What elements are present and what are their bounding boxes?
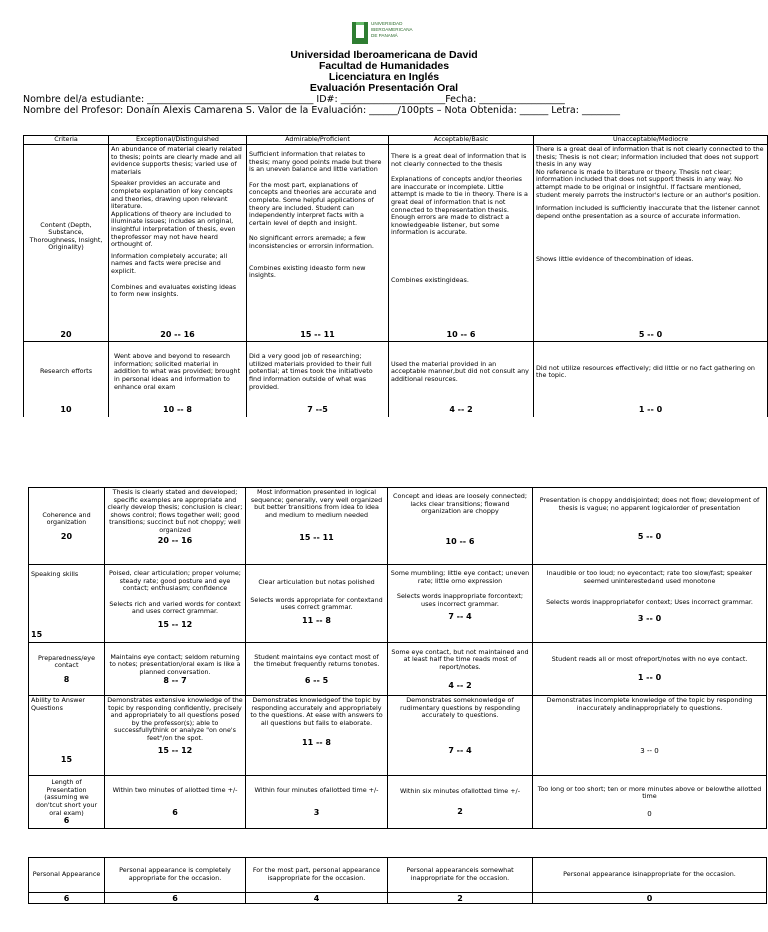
research-score-admirable: 7 --5: [247, 403, 389, 417]
criteria-questions: Ability to Answer Questions 15: [29, 696, 105, 776]
appearance-exceptional: Personal appearance is completely appropriate for the occasion.: [105, 858, 246, 893]
appearance-score-admirable: 4: [246, 893, 388, 904]
coherence-row: [29, 488, 767, 565]
speaking-row: [29, 565, 767, 643]
university-logo: [350, 20, 420, 46]
questions-row: [29, 696, 767, 776]
content-score-unacceptable: 5 -- 0: [534, 329, 768, 342]
research-row: [24, 342, 768, 403]
col-header-exceptional: Exceptional/Distinguished: [109, 136, 247, 145]
col-header-criteria: Criteria: [24, 136, 109, 145]
preparedness-row: [29, 643, 767, 696]
criteria-content: Content (Depth, Substance, Thoroughness, Insight, Originality): [24, 145, 109, 329]
criteria-research: Research efforts: [24, 342, 109, 403]
rubric-table-skills: [28, 487, 767, 829]
length-row: [29, 776, 767, 829]
appearance-score-unacceptable: 0: [533, 893, 767, 904]
content-exceptional: An abundance of material clearly related to thesis; points are clearly made and all evidence supports thesis; varied use of materials Speaker provides an accurate and complete explanation of key concepts and theories, drawing upon relevant literature. Applications of theory are included to illuminate issues; includes an original, insightful interpretation of thesis, even theprofessor may not have heard orthought of. Information completely accurate; all names and facts were precise and explicit. Combines and evaluates existing ideas to form new insights.: [109, 145, 247, 329]
research-acceptable: Used the material provided in an acceptable manner,but did not consult any additional resources.: [389, 342, 534, 403]
content-score-row: [24, 329, 768, 342]
appearance-score-acceptable: 2: [388, 893, 533, 904]
research-score-acceptable: 4 -- 2: [389, 403, 534, 417]
criteria-preparedness: Preparedness/eye contact 8: [29, 643, 105, 696]
rubric-table-content: [23, 135, 768, 417]
logo-mark-icon: [350, 20, 370, 46]
speaking-unacceptable: Inaudible or too loud; no eyecontact; rate too slow/fast; speaker seemed uninterestedand used monotone Selects words inappropriatefor context; Uses incorrect grammar. 3 -- 0: [533, 565, 767, 643]
criteria-speaking: Speaking skills 15: [29, 565, 105, 643]
research-score-exceptional: 10 -- 8: [109, 403, 247, 417]
professor-info-line: Nombre del Profesor: Donaín Alexis Camarena S. Valor de la Evaluación: ______/100pts – Nota Obtenida: ______ Letra: ________: [23, 105, 620, 116]
content-admirable: Sufficient information that relates to thesis; many good points made but there is an uneven balance and little variation For the most part, explanations of concepts and theories are accurate and complete. Some helpful applications of theory are included. Student can independently interpret facts with a certain level of depth and insight. No significant errors aremade; a few inconsistencies or errorsin information. Combines existing ideasto form new insights.: [247, 145, 389, 329]
preparedness-admirable: Student maintains eye contact most of the timebut frequently returns tonotes. 6 -- 5: [246, 643, 388, 696]
faculty-title: Facultad de Humanidades: [318, 60, 450, 72]
appearance-points: 6: [29, 893, 105, 904]
research-score-row: [24, 403, 768, 417]
criteria-length: Length of Presentation (assuming we don'tcut short your oral exam) 6: [29, 776, 105, 829]
rubric-table-appearance: [28, 857, 767, 904]
coherence-unacceptable: Presentation is choppy anddisjointed; does not flow; development of thesis is vague; no apparent logicalorder of presentation 5 -- 0: [533, 488, 767, 565]
col-header-admirable: Admirable/Proficient: [247, 136, 389, 145]
col-header-unacceptable: Unacceptable/Mediocre: [534, 136, 768, 145]
evaluation-title: Evaluación Presentación Oral: [309, 82, 459, 94]
degree-title: Licenciatura en Inglés: [328, 71, 440, 83]
coherence-acceptable: Concept and ideas are loosely connected; lacks clear transitions; flowand organization are choppy 10 -- 6: [388, 488, 533, 565]
research-score-unacceptable: 1 -- 0: [534, 403, 768, 417]
preparedness-acceptable: Some eye contact, but not maintained and at least half the time reads most of report/notes. 4 -- 2: [388, 643, 533, 696]
length-acceptable: Within six minutes ofallotted time +/- 2: [388, 776, 533, 829]
logo-text: UNIVERSIDAD IBEROAMERICANA DE PANAMÁ: [371, 21, 413, 38]
length-admirable: Within four minutes ofallotted time +/- 3: [246, 776, 388, 829]
coherence-exceptional: Thesis is clearly stated and developed; specific examples are appropriate and clearly develop thesis; conclusion is clear; shows control; flows together well; good transitions; succinct but not choppy; well organized 20 -- 16: [105, 488, 246, 565]
research-unacceptable: Did not utilize resources effectively; did little or no fact gathering on the topic.: [534, 342, 768, 403]
university-title: Universidad Iberoamericana de David: [290, 49, 478, 61]
content-score-exceptional: 20 -- 16: [109, 329, 247, 342]
col-header-acceptable: Acceptable/Basic: [389, 136, 534, 145]
content-score-admirable: 15 -- 11: [247, 329, 389, 342]
speaking-admirable: Clear articulation but notas polished Selects words appropriate for contextand uses correct grammar. 11 -- 8: [246, 565, 388, 643]
appearance-acceptable: Personal appearanceis somewhat inappropriate for the occasion.: [388, 858, 533, 893]
questions-exceptional: Demonstrates extensive knowledge of the topic by responding confidently, precisely and appropriately to all questions posed by the professor(s); able to successfullythink or analyze "on one's feet"/on the spot. 15 -- 12: [105, 696, 246, 776]
content-row: [24, 145, 768, 329]
criteria-coherence: Coherence and organization 20: [29, 488, 105, 565]
length-unacceptable: Too long or too short; ten or more minutes above or belowthe allotted time 0: [533, 776, 767, 829]
speaking-exceptional: Poised, clear articulation; proper volume; steady rate; good posture and eye contact; enthusiasm; confidence Selects rich and varied words for context and uses correct grammar. 15 -- 12: [105, 565, 246, 643]
length-exceptional: Within two minutes of allotted time +/- 6: [105, 776, 246, 829]
preparedness-unacceptable: Student reads all or most ofreport/notes with no eye contact. 1 -- 0: [533, 643, 767, 696]
appearance-unacceptable: Personal appearance isinappropriate for the occasion.: [533, 858, 767, 893]
content-unacceptable: There is a great deal of information that is not clearly connected to the thesis; Thesis is not clear; information included that does not support thesis in any way No reference is made to literature or theory. Thesis not clear; information included that does not support thesis in any way. No attempt made to be original or insightful. If factsare mentioned, student merely parrots the instructor's lecture or an author's position. Information included is sufficiently inaccurate that the listener cannot depend onthe presentation as a source of accurate information. Shows little evidence of thecombination of ideas.: [534, 145, 768, 329]
appearance-row: [29, 858, 767, 893]
research-points: 10: [24, 403, 109, 417]
content-score-acceptable: 10 -- 6: [389, 329, 534, 342]
research-admirable: Did a very good job of researching; utilized materials provided to their full potential; at times took the initiativeto find information outside of what was provided.: [247, 342, 389, 403]
research-exceptional: Went above and beyond to research information; solicited material in addition to what was provided; brought in personal ideas and information to enhance oral exam: [109, 342, 247, 403]
questions-unacceptable: Demonstrates incomplete knowledge of the topic by responding inaccurately andinappropriately to questions. 3 -- 0: [533, 696, 767, 776]
appearance-score-exceptional: 6: [105, 893, 246, 904]
appearance-admirable: For the most part, personal appearance isappropriate for the occasion.: [246, 858, 388, 893]
preparedness-exceptional: Maintains eye contact; seldom returning to notes; presentation/oral exam is like a planned conversation. 8 -- 7: [105, 643, 246, 696]
student-info-line: Nombre del/a estudiante: ___________________________________ ID#: ______________________Fecha: __________________: [23, 94, 565, 105]
criteria-appearance: Personal Appearance: [29, 858, 105, 893]
content-acceptable: There is a great deal of information that is not clearly connected to the thesis Explanations of concepts and/or theories are inaccurate or incomplete. Little attempt is made to tie in theory. There is a great deal of information that is not connected to thepresentation thesis. Enough errors are made to distract a knowledgeable listener, but some information is accurate. Combines existingideas.: [389, 145, 534, 329]
content-points: 20: [24, 329, 109, 342]
speaking-acceptable: Some mumbling; little eye contact; uneven rate; little orno expression Selects words inappropriate forcontext; uses incorrect grammar. 7 -- 4: [388, 565, 533, 643]
questions-acceptable: Demonstrates someknowledge of rudimentary questions by responding accurately to questions. 7 -- 4: [388, 696, 533, 776]
appearance-score-row: [29, 893, 767, 904]
questions-admirable: Demonstrates knowledgeof the topic by responding accurately and appropriately to the questions. At ease with answers to all questions but fails to elaborate. 11 -- 8: [246, 696, 388, 776]
coherence-admirable: Most information presented in logical sequence; generally, very well organized but better transitions from idea to idea and medium to medium needed 15 -- 11: [246, 488, 388, 565]
